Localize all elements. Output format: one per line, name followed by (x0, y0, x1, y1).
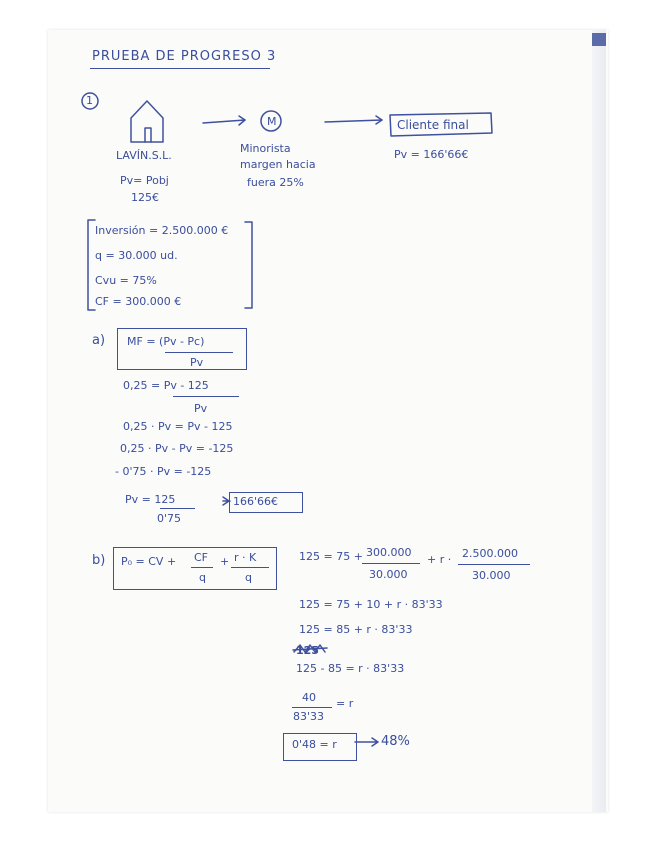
part-b-frac-den: 83'33 (293, 710, 325, 723)
given-fixed-cost: CF = 300.000 € (95, 295, 182, 308)
question-number: 1 (86, 94, 93, 107)
wholesaler-note-line1: Minorista (240, 142, 291, 155)
wholesaler-note-line2: margen hacia (240, 158, 316, 171)
part-b-frac-bar (292, 707, 332, 708)
factory-price-value: 125€ (131, 191, 159, 204)
part-b-frac-rhs: = r (336, 697, 354, 710)
factory-label: LAVÍN.S.L. (116, 149, 172, 162)
client-price: Pv = 166'66€ (394, 148, 469, 161)
part-a-step4: - 0'75 · Pv = -125 (115, 465, 212, 478)
part-b-line2: 125 = 75 + 10 + r · 83'33 (299, 598, 443, 611)
part-b-line1-lhs: 125 = 75 + (299, 550, 363, 563)
wholesaler-note-line3: fuera 25% (247, 176, 304, 189)
part-a-formula-denominator: Pv (190, 356, 204, 369)
part-a-result-denominator: 0'75 (157, 512, 182, 525)
part-b-line1-d2: 30.000 (472, 569, 511, 582)
part-b-label: b) (92, 553, 106, 568)
part-a-formula-numerator: MF = (Pv - Pc) (127, 335, 205, 348)
client-label: Cliente final (397, 118, 469, 132)
part-b-line4: 125 - 85 = r · 83'33 (296, 662, 405, 675)
part-b-formula-q2: q (245, 571, 252, 584)
wholesaler-symbol: M (267, 115, 277, 128)
part-b-line3: 125 = 85 + r · 83'33 (299, 623, 413, 636)
part-b-result-percent: 48% (381, 734, 410, 749)
part-b-line1-n1: 300.000 (366, 546, 412, 559)
part-a-step2: 0,25 · Pv = Pv - 125 (123, 420, 233, 433)
part-b-line1-n2: 2.500.000 (462, 547, 518, 560)
part-b-scribble: 125 (296, 644, 319, 657)
part-a-step1-numerator: 0,25 = Pv - 125 (123, 379, 209, 392)
part-b-line1-plus: + r · (427, 553, 452, 566)
part-b-formula-cf: CF (194, 551, 209, 564)
page-title: PRUEBA DE PROGRESO 3 (92, 49, 277, 64)
factory-price: Pv= Pobj (120, 174, 169, 187)
part-b-formula-plus: + (220, 555, 230, 568)
part-b-result-value: 0'48 = r (292, 738, 337, 751)
part-b-frac-num: 40 (302, 691, 316, 704)
part-b-line1-d1: 30.000 (369, 568, 408, 581)
part-b-formula-rk: r · K (234, 551, 257, 564)
part-a-label: a) (92, 333, 106, 348)
part-a-result-value: 166'66€ (233, 495, 279, 508)
given-quantity: q = 30.000 ud. (95, 249, 178, 262)
given-variable-cost: Cvu = 75% (95, 274, 157, 287)
part-b-formula-q1: q (199, 571, 206, 584)
part-a-step1-denominator: Pv (194, 402, 208, 415)
part-b-formula-lhs: P₀ = CV + (121, 555, 177, 568)
part-a-step3: 0,25 · Pv - Pv = -125 (120, 442, 234, 455)
given-investment: Inversión = 2.500.000 € (95, 224, 229, 237)
part-a-result-numerator: Pv = 125 (125, 493, 176, 506)
